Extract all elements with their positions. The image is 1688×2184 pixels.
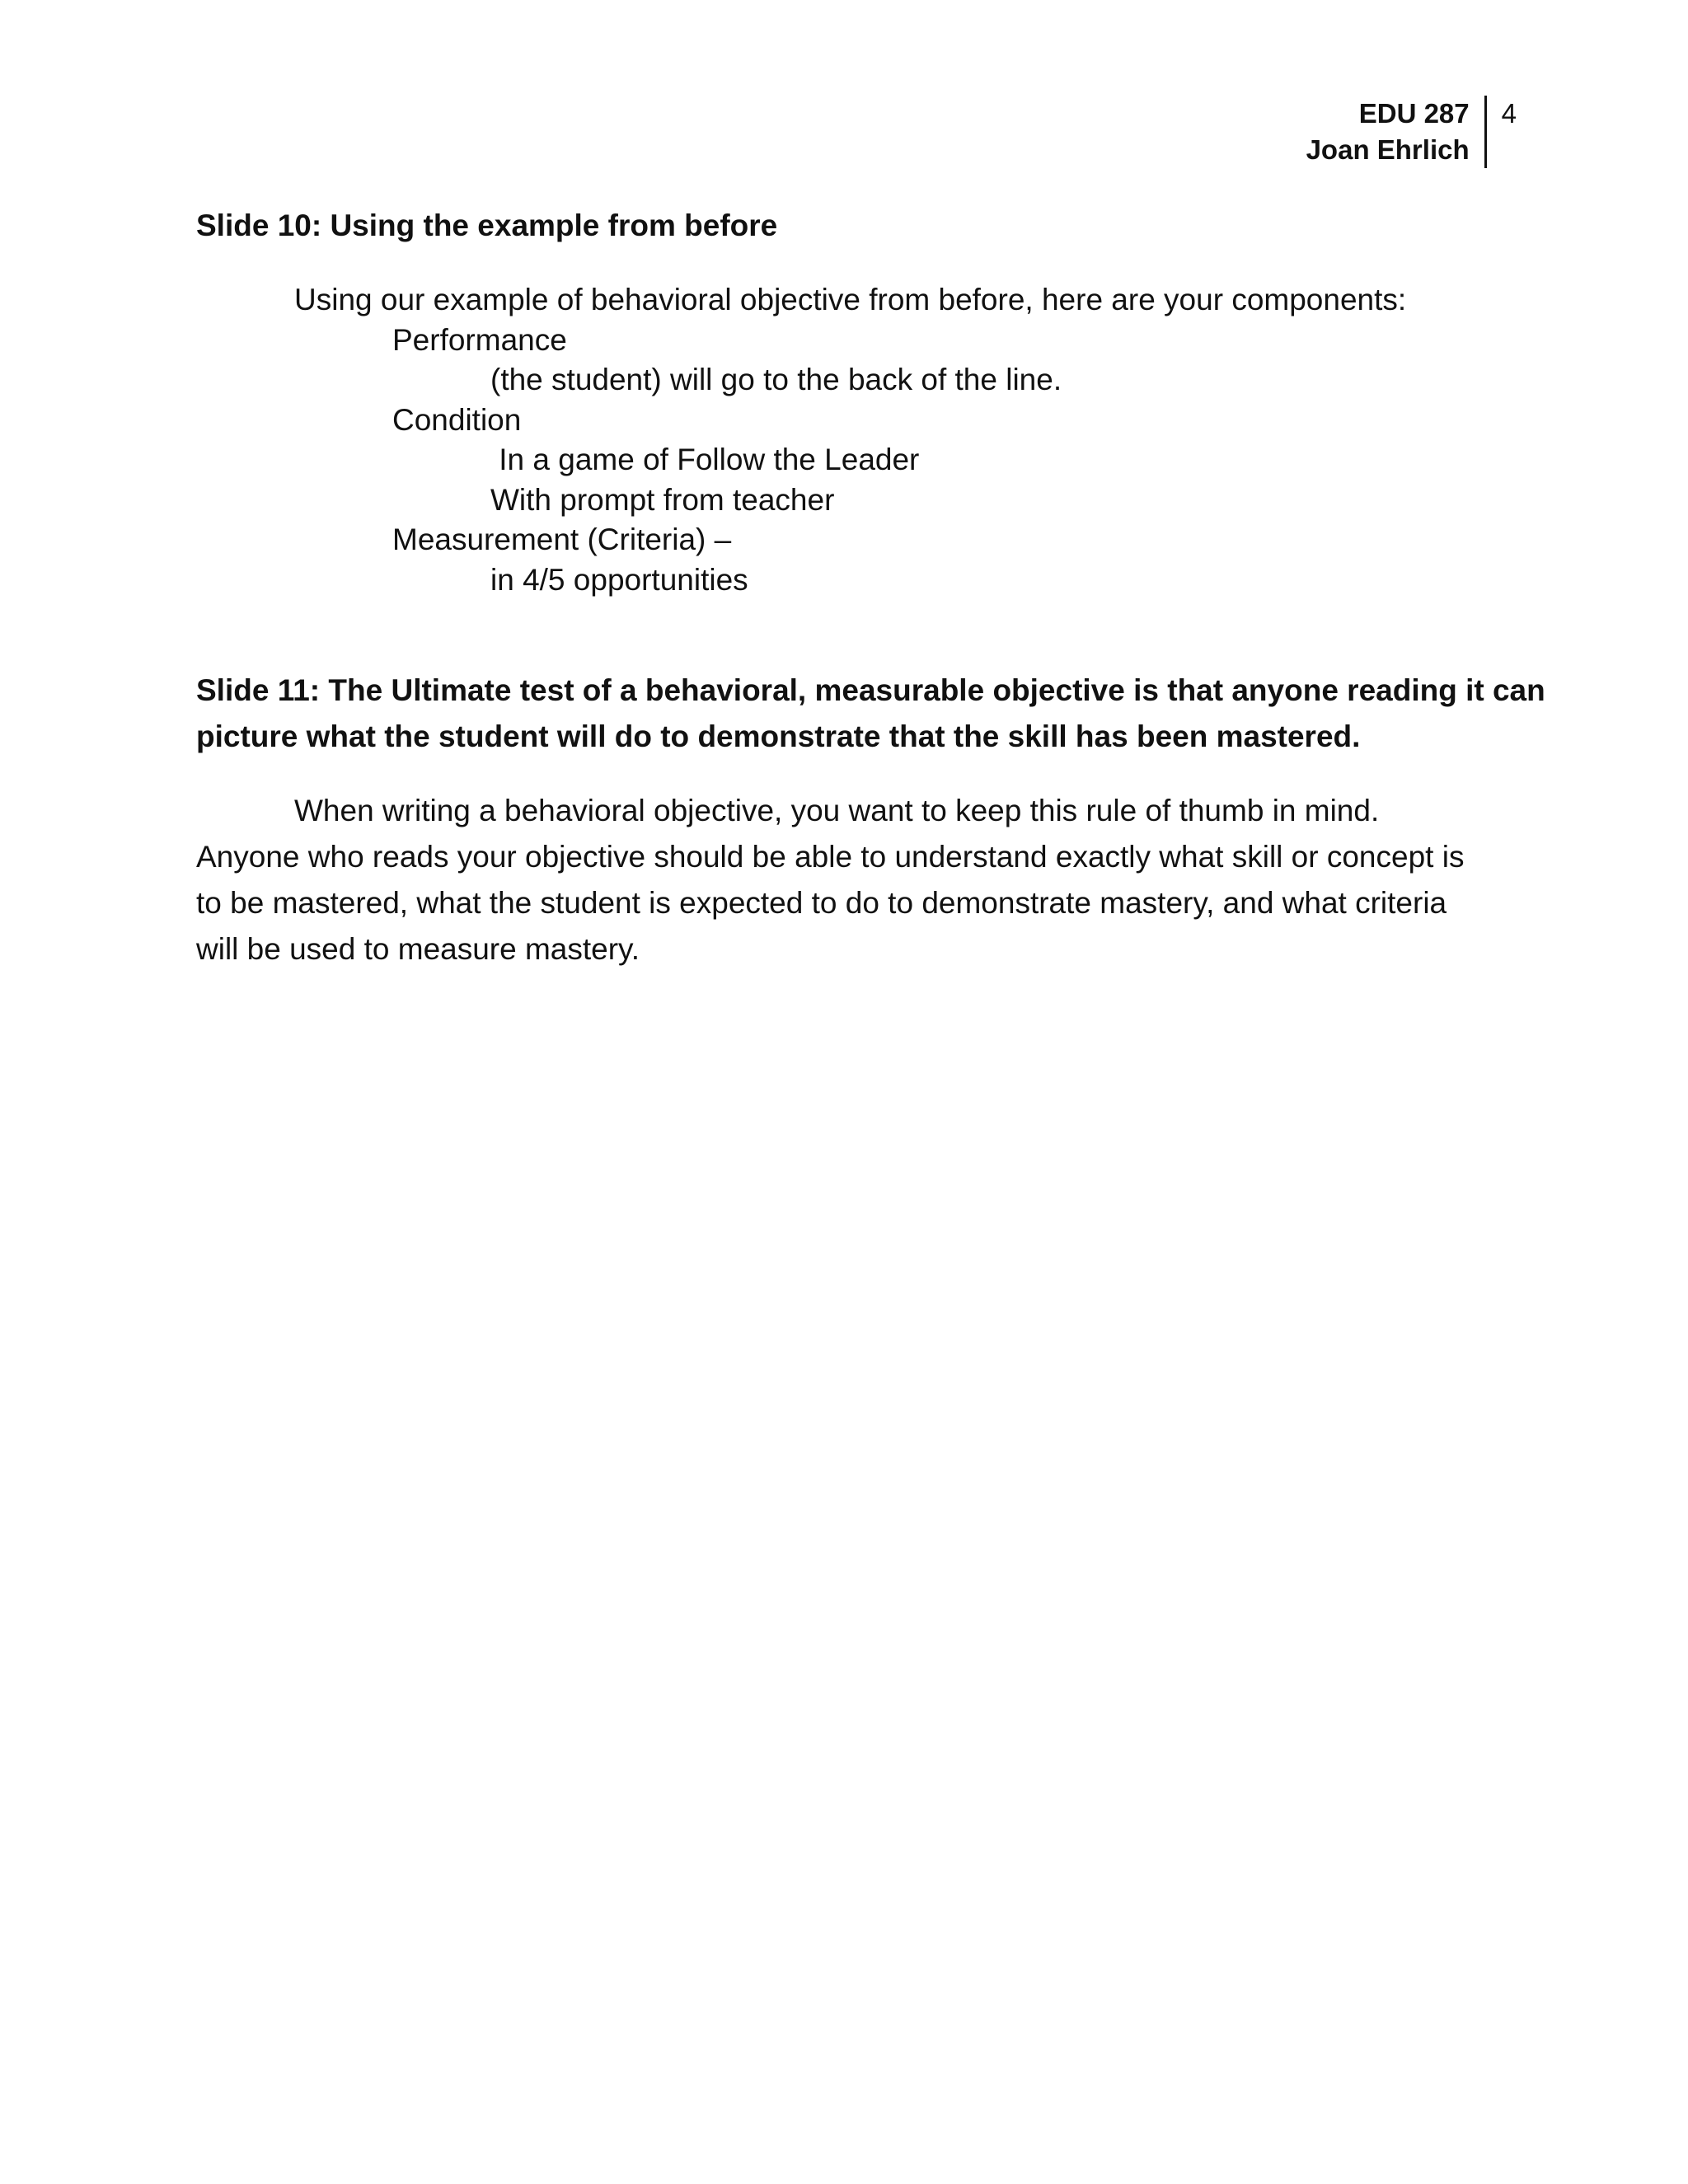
slide-11-body-line-3: to be mastered, what the student is expected to do to demonstrate mastery, and what criteria	[196, 886, 1447, 920]
page-number: 4	[1501, 98, 1517, 129]
slide-10-intro: Using our example of behavioral objective from before, here are your components:	[294, 283, 1407, 316]
page-header	[1306, 96, 1517, 168]
performance-label: Performance	[392, 323, 567, 357]
header-title-block	[1306, 96, 1487, 168]
measurement-label: Measurement (Criteria) –	[392, 523, 732, 556]
slide-10-heading: Slide 10: Using the example from before	[196, 209, 778, 242]
slide-11-body-line-1: When writing a behavioral objective, you want to keep this rule of thumb in mind.	[294, 794, 1380, 827]
performance-text: (the student) will go to the back of the line.	[490, 363, 1062, 396]
slide-11-heading-line-1: Slide 11: The Ultimate test of a behavioral, measurable objective is that anyone reading it can	[196, 673, 1545, 707]
slide-11-body-line-4: will be used to measure mastery.	[196, 932, 640, 966]
condition-label: Condition	[392, 403, 522, 437]
course-code: EDU 287	[1358, 98, 1470, 129]
author-name: Joan Ehrlich	[1306, 134, 1470, 165]
slide-11-heading-line-2: picture what the student will do to demonstrate that the skill has been mastered.	[196, 719, 1361, 753]
slide-11-body-line-2: Anyone who reads your objective should be able to understand exactly what skill or concept is	[196, 840, 1465, 874]
condition-text-1: In a game of Follow the Leader	[490, 443, 920, 476]
condition-text-2: With prompt from teacher	[490, 483, 835, 517]
measurement-text: in 4/5 opportunities	[490, 563, 748, 597]
